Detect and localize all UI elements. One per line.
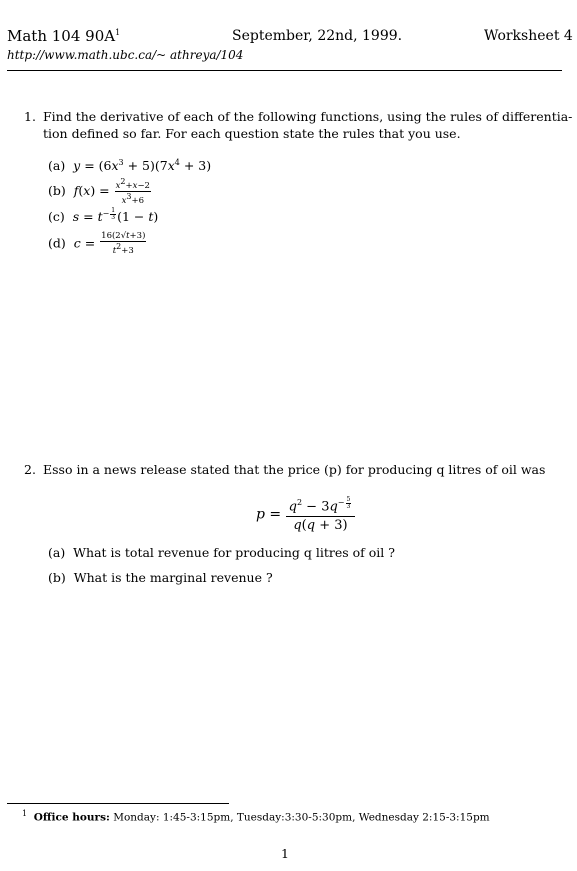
page-number: 1 <box>281 846 289 861</box>
footnote: $^1$ Office hours: Monday: 1:45-3:15pm, Tuesday:3:30-5:30pm, Wednesday 2:15-3:15pm <box>22 809 490 824</box>
part-label: (a) <box>48 545 66 560</box>
problem-1b: (b) f(x) = $\frac{x^2+x-2}{x^3+6}$ <box>48 177 150 206</box>
problem-1a: (a) $y = (6x^3 + 5)(7x^4 + 3)$ <box>48 158 212 174</box>
part-text: What is the marginal revenue ? <box>73 570 273 585</box>
footnote-label: Office hours: <box>33 811 110 824</box>
footnote-text: Monday: 1:45-3:15pm, Tuesday:3:30-5:30pm, Wednesday 2:15-3:15pm <box>113 811 490 824</box>
problem-1c: (c) $s = t^{- \frac{1}{3}}$ (1 − t) <box>48 206 159 225</box>
course-url[interactable]: http://www.math.ubc.ca/~ athreya/104 <box>7 48 244 62</box>
problem-1-number: 1. <box>24 109 36 124</box>
header-rule <box>7 70 562 71</box>
worksheet-label: Worksheet 4 <box>484 28 573 44</box>
part-label: (b) <box>48 182 66 198</box>
part-label: (c) <box>48 209 65 225</box>
part-text: What is total revenue for producing q litres of oil ? <box>73 545 395 560</box>
problem-1-text-line2: tion defined so far. For each question state the rules that you use. <box>43 126 461 141</box>
problem-2-text: Esso in a news release stated that the price (p) for producing q litres of oil was <box>43 462 546 477</box>
course-title: Math 104 $90A^1$ <box>7 27 121 45</box>
problem-1d: (d) c = $\frac{16(2√t+3)}{t^2+3}$ <box>48 231 146 256</box>
price-formula: p = $q^2 - 3q^{- \frac{5}{3}}$ q(q + 3) <box>256 494 355 535</box>
footnote-marker: 1 <box>115 28 121 37</box>
problem-2b <box>48 569 273 586</box>
problem-1-text-line1: Find the derivative of each of the following functions, using the rules of differentia- <box>43 109 573 124</box>
part-label: (d) <box>48 235 66 251</box>
part-label: (b) <box>48 570 66 585</box>
date: September, 22nd, 1999. <box>232 28 403 44</box>
problem-2-number: 2. <box>24 462 36 477</box>
footnote-rule <box>7 803 229 804</box>
problem-2a <box>48 544 395 561</box>
part-label: (a) <box>48 158 66 174</box>
